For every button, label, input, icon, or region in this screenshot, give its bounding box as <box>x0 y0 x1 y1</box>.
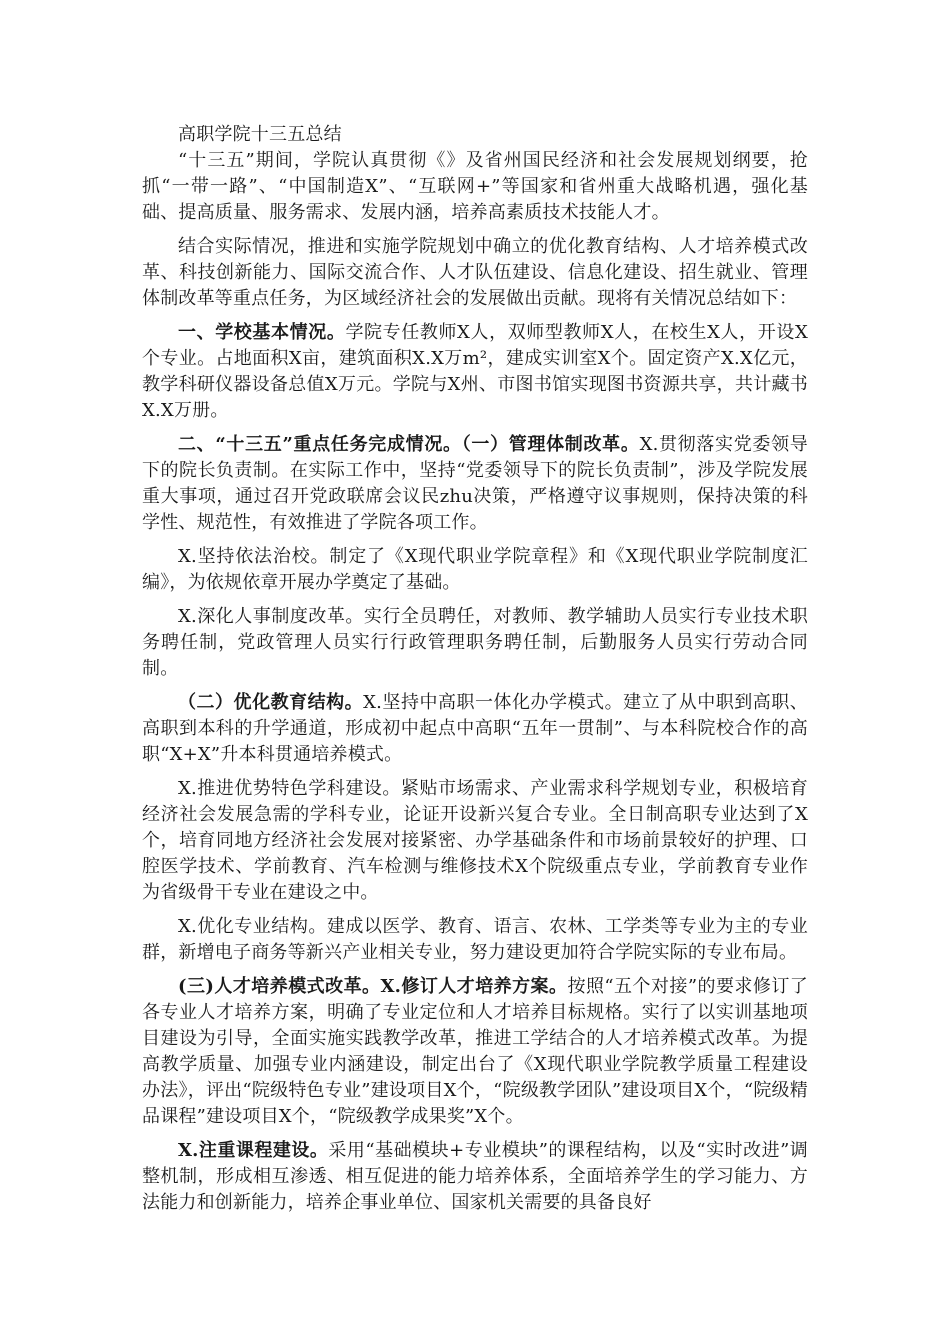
paragraph-text: 学院专任教师X人，双师型教师X人，在校生X人，开设X个专业。占地面积X亩，建筑面积X.X万m²，建成实训室X个。固定资产X.X亿元，教学科研仪器设备总值X万元。学院与X州、市图书馆实现图书资源共享，共计藏书X.X万册。 <box>142 322 808 421</box>
section-heading: X.注重课程建设。 <box>178 1140 329 1161</box>
paragraph-subsection-3 <box>142 974 808 1130</box>
paragraph-text: 采用“基础模块+专业模块”的课程结构，以及“实时改进”调整机制，形成相互渗透、相互促进的能力培养体系，全面培养学生的学习能力、方法能力和创新能力，培养企事业单位、国家机关需要的具备良好 <box>142 1140 808 1213</box>
paragraph-item <box>142 776 808 906</box>
paragraph-text: X.坚持中高职一体化办学模式。建立了从中职到高职、高职到本科的升学通道，形成初中起点中高职“五年一贯制”、与本科院校合作的高职“X+X”升本科贯通培养模式。 <box>142 692 808 765</box>
paragraph-item <box>142 544 808 596</box>
paragraph-text: 按照“五个对接”的要求修订了各专业人才培养方案，明确了专业定位和人才培养目标规格。实行了以实训基地项目建设为引导，全面实施实践教学改革，推进工学结合的人才培养模式改革。为提高教学质量、加强专业内涵建设，制定出台了《X现代职业学院教学质量工程建设办法》，评出“院级特色专业”建设项目X个，“院级教学团队”建设项目X个，“院级精品课程”建设项目X个，“院级教学成果奖”X个。 <box>142 976 809 1127</box>
section-heading: （二）优化教育结构。 <box>178 692 364 713</box>
paragraph-text: X.贯彻落实党委领导下的院长负责制。在实际工作中，坚持“党委领导下的院长负责制”，涉及学院发展重大事项，通过召开党政联席会议民zhu决策，严格遵守议事规则，保持决策的科学性、规范性，有效推进了学院各项工作。 <box>142 434 808 533</box>
paragraph-text: X.坚持依法治校。制定了《X现代职业学院章程》和《X现代职业学院制度汇编》，为依规依章开展办学奠定了基础。 <box>142 546 808 593</box>
paragraph-text: X.推进优势特色学科建设。紧贴市场需求、产业需求科学规划专业，积极培育经济社会发展急需的学科专业，论证开设新兴复合专业。全日制高职专业达到了X个，培育同地方经济社会发展对接紧密、办学基础条件和市场前景较好的护理、口腔医学技术、学前教育、汽车检测与维修技术X个院级重点专业，学前教育专业作为省级骨干专业在建设之中。 <box>142 778 808 903</box>
paragraph-context <box>142 234 808 312</box>
section-heading: 二、“十三五”重点任务完成情况。（一）管理体制改革。 <box>178 434 640 455</box>
paragraph-text: “十三五”期间，学院认真贯彻《》及省州国民经济和社会发展规划纲要，抢抓“一带一路”、“中国制造X”、“互联网+”等国家和省州重大战略机遇，强化基础、提高质量、服务需求、发展内涵，培养高素质技术技能人才。 <box>142 150 808 223</box>
document-body <box>142 122 808 1216</box>
paragraph-text: X.优化专业结构。建成以医学、教育、语言、农林、工学类等专业为主的专业群，新增电子商务等新兴产业相关专业，努力建设更加符合学院实际的专业布局。 <box>142 916 808 963</box>
section-heading: (三)人才培养模式改革。X.修订人才培养方案。 <box>178 976 568 997</box>
paragraph-course-building <box>142 1138 808 1216</box>
paragraph-section-1 <box>142 320 808 424</box>
paragraph-intro <box>142 148 808 226</box>
paragraph-section-2 <box>142 432 808 536</box>
paragraph-subsection-2 <box>142 690 808 768</box>
paragraph-text: 结合实际情况，推进和实施学院规划中确立的优化教育结构、人才培养模式改革、科技创新能力、国际交流合作、人才队伍建设、信息化建设、招生就业、管理体制改革等重点任务，为区域经济社会的发展做出贡献。现将有关情况总结如下： <box>142 236 808 309</box>
paragraph-item <box>142 604 808 682</box>
paragraph-text: X.深化人事制度改革。实行全员聘任，对教师、教学辅助人员实行专业技术职务聘任制，党政管理人员实行行政管理职务聘任制，后勤服务人员实行劳动合同制。 <box>142 606 808 679</box>
section-heading: 一、学校基本情况。 <box>178 322 346 343</box>
document-title: 高职学院十三五总结 <box>178 124 342 145</box>
paragraph-item <box>142 914 808 966</box>
